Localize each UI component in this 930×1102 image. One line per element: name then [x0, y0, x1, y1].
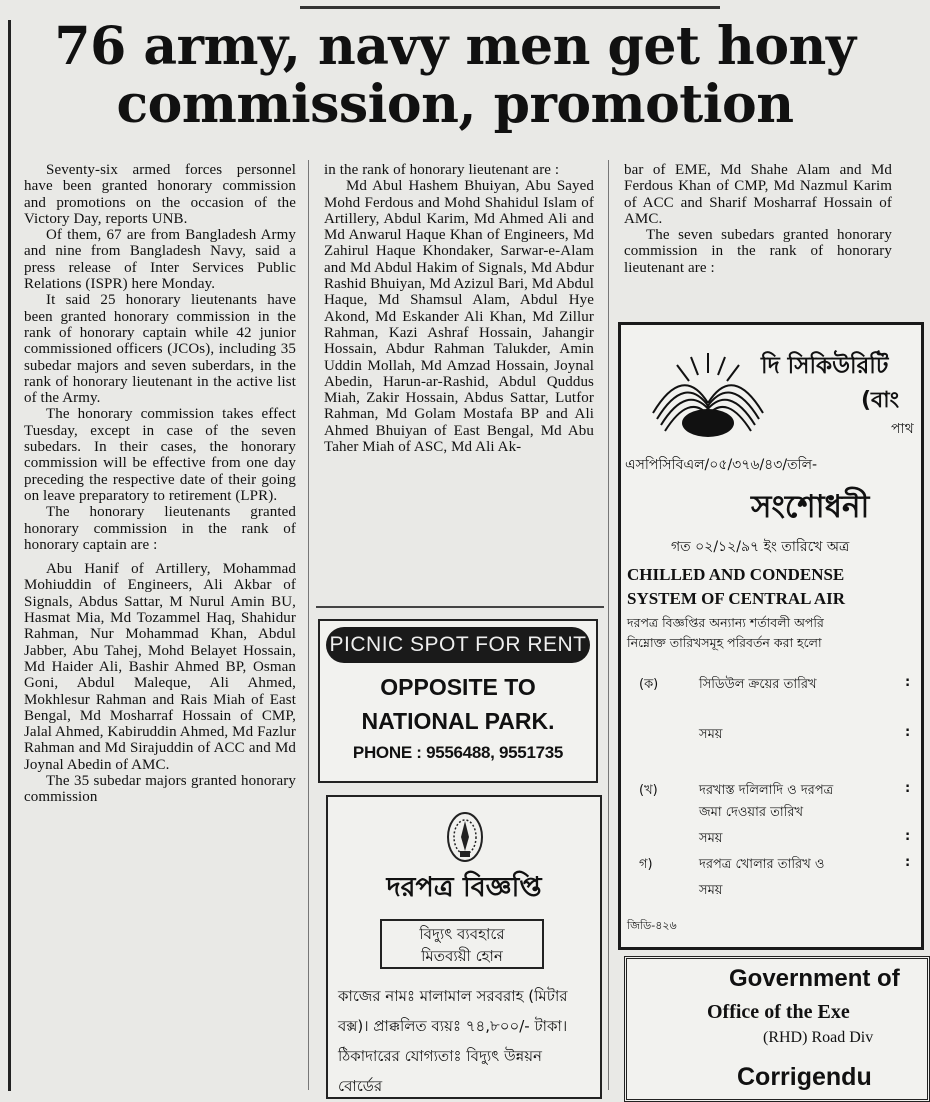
emblem-icon	[444, 807, 486, 863]
company-address: পাথ	[891, 421, 914, 437]
row-label: দরপত্র খোলার তারিখ ও	[699, 857, 825, 872]
subject-line: SYSTEM OF CENTRAL AIR	[627, 589, 846, 608]
english-subject	[627, 563, 845, 611]
row-colon: :	[905, 675, 911, 690]
paragraph: The honorary commission takes effect Tuesday, except in case of the seven subedars. In their cases, the honorary commission will be effective from one day preceding the respective date of their going on leave preparatory to retirement (LPR).	[24, 406, 296, 504]
sunburst-logo-icon	[643, 343, 773, 445]
note-line: দরপত্র বিজ্ঞপ্তির অন্যান্য শর্তাবলী অপরি	[627, 615, 824, 630]
article-column-3	[624, 162, 892, 276]
previous-article-rule	[300, 0, 720, 9]
gov-line: Government of	[729, 965, 900, 992]
row-label: জমা দেওয়ার তারিখ	[699, 805, 804, 820]
paragraph: in the rank of honorary lieutenant are :	[324, 162, 560, 178]
article-column-2	[324, 162, 594, 455]
notice-date-line: গত ০২/১২/৯৭ ইং তারিখে অত্র	[671, 539, 850, 555]
corrigendum-heading: সংশোধনী	[751, 489, 870, 525]
gov-line: Office of the Exe	[707, 1001, 850, 1023]
row-label: দরখাস্ত দলিলাদি ও দরপত্র	[699, 783, 834, 798]
tender-title: দরপত্র বিজ্ঞপ্তি	[386, 872, 542, 903]
slogan-line: বিদ্যুৎ ব্যবহারে	[419, 925, 505, 943]
paragraph: The seven subedars granted honorary commission in the rank of honorary lieutenant are :	[624, 227, 892, 276]
headline-line-1: 76 army, navy men get hony	[54, 16, 856, 77]
row-colon: :	[905, 855, 911, 870]
ad-phone: PHONE : 9556488, 9551735	[352, 743, 564, 762]
headline-line-2: commission, promotion	[116, 74, 794, 135]
row-label: সময়	[699, 883, 723, 898]
row-colon: :	[905, 829, 911, 844]
row-key: গ)	[639, 857, 653, 872]
security-printing-ad	[618, 322, 924, 950]
article-column-1	[24, 162, 296, 806]
article-end-rule	[316, 606, 604, 608]
paragraph: The 35 subedar majors granted honorary commission	[24, 772, 296, 806]
ad-line: OPPOSITE TO	[380, 674, 536, 700]
subject-line: CHILLED AND CONDENSE	[627, 565, 845, 584]
picnic-spot-ad	[318, 619, 598, 783]
row-colon: :	[905, 725, 911, 740]
gov-line: (RHD) Road Div	[763, 1029, 874, 1046]
row-label: সময়	[699, 831, 723, 846]
reference-number: এসপিসিবিএল/০৫/৩৭৬/৪৩/তলি-	[625, 457, 818, 473]
paragraph: Md Abul Hashem Bhuiyan, Abu Sayed Mohd Ferdous and Mohd Shahidul Islam of Artillery, Abdul Karim, Md Ahmed Ali and Md Anwarul Haque Khan of Engineers, Md Zahirul Haque Khondaker, Sarwar-e-Alam and Md Abdul Hakim of Signals, Md Abdur Rashid Bhuiyan, Md Azizul Bari, Md Abdul Haque, Md Shamsul Alam, Abdul Hye Akond, Md Eskander Ali Khan, Md Zillur Rahman, Kazi Ashraf Hossain, Jahangir Hossain, Abdur Rahman Talukder, Amin Uddin Mollah, Md Amzad Hossain, Joynal Abedin, Harun-ar-Rashid, Abdul Quddus Miah, Zakir Hossain, Abdus Sattar, Lutfor Rahman, Md Golam Mostafa BP and Ali Ahmed Bhuiyan of East Bengal, Md Abu Taher Miah of ASC, Md Ali Ak-	[324, 178, 594, 456]
paragraph: bar of EME, Md Shahe Alam and Md Ferdous Khan of CMP, Md Nazmul Karim of ACC and Sharif Mosharraf Hossain of AMC.	[624, 162, 892, 227]
paragraph: Seventy-six armed forces personnel have been granted honorary commission and promotions on the occasion of the Victory Day, reports UNB.	[24, 162, 296, 227]
tender-notice-ad	[326, 795, 602, 1099]
row-key: (ক)	[639, 677, 659, 692]
paragraph: Of them, 67 are from Bangladesh Army and nine from Bangladesh Navy, said a press release of Inter Services Public Relations (ISPR) here Monday.	[24, 227, 296, 293]
ad-banner: PICNIC SPOT FOR RENT	[326, 627, 590, 663]
gov-line: Corrigendu	[737, 1063, 872, 1091]
row-label: সিডিউল ক্রয়ের তারিখ	[699, 677, 817, 692]
slogan-box	[380, 919, 544, 969]
column-divider	[308, 160, 309, 1090]
paragraph: It said 25 honorary lieutenants have been granted honorary commission in the rank of honorary captain while 42 junior commissioned officers (JCOs), including 35 subedar majors and seven suberdars, in the rank of honorary lieutenant in the active list of the Army.	[24, 292, 296, 407]
government-corrigendum-ad	[624, 956, 930, 1102]
headline	[15, 18, 895, 134]
ad-footer-code: জিডি-৪২৬	[627, 919, 677, 932]
row-label: সময়	[699, 727, 723, 742]
paragraph: The honorary lieutenants granted honorary commission in the rank of honorary captain are :	[24, 504, 296, 553]
paragraph: Abu Hanif of Artillery, Mohammad Mohiuddin of Engineers, Ali Akbar of Signals, Abdus Sattar, M Nurul Amin BU, Hasmat Mia, Md Tozammel Haq, Shahidur Rahman, Nur Mohammad Khan, Abdul Jabber, Abu Tahej, Mohd Belayet Hossain, Md Haider Ali, Bashir Ahmed BP, Osman Goni, Abdul Maleque, Ali Ahmed, Mokhlesur Rahman and Rais Miah of East Bengal, Md Mosharraf Hossain of CMP, Jalal Ahmed, Kabiruddin Ahmed, Md Fazlur Rahman and Md Sirajuddin of ACC and Md Joynal Abedin of AMC.	[24, 561, 296, 773]
notice-note	[627, 613, 824, 653]
column-divider	[608, 160, 609, 1090]
row-key: (খ)	[639, 783, 658, 798]
note-line: নিম্নোক্ত তারিখসমূহ পরিবর্তন করা হলো	[627, 635, 822, 650]
slogan-line: মিতব্যয়ী হোন	[421, 947, 503, 965]
ad-line: NATIONAL PARK.	[361, 708, 555, 734]
company-name: দি সিকিউরিটি	[761, 353, 889, 379]
tender-body: কাজের নামঃ মালামাল সরবরাহ (মিটার বক্স)। প্রাক্কলিত ব্যয়ঃ ৭৪,৮০০/- টাকা। ঠিকাদারের যোগ্যতাঃ বিদ্যুৎ উন্নয়ন বোর্ডের	[338, 987, 568, 1095]
left-column-rule	[8, 20, 11, 1091]
company-name-suffix: (বাং	[861, 388, 900, 413]
row-colon: :	[905, 781, 911, 796]
